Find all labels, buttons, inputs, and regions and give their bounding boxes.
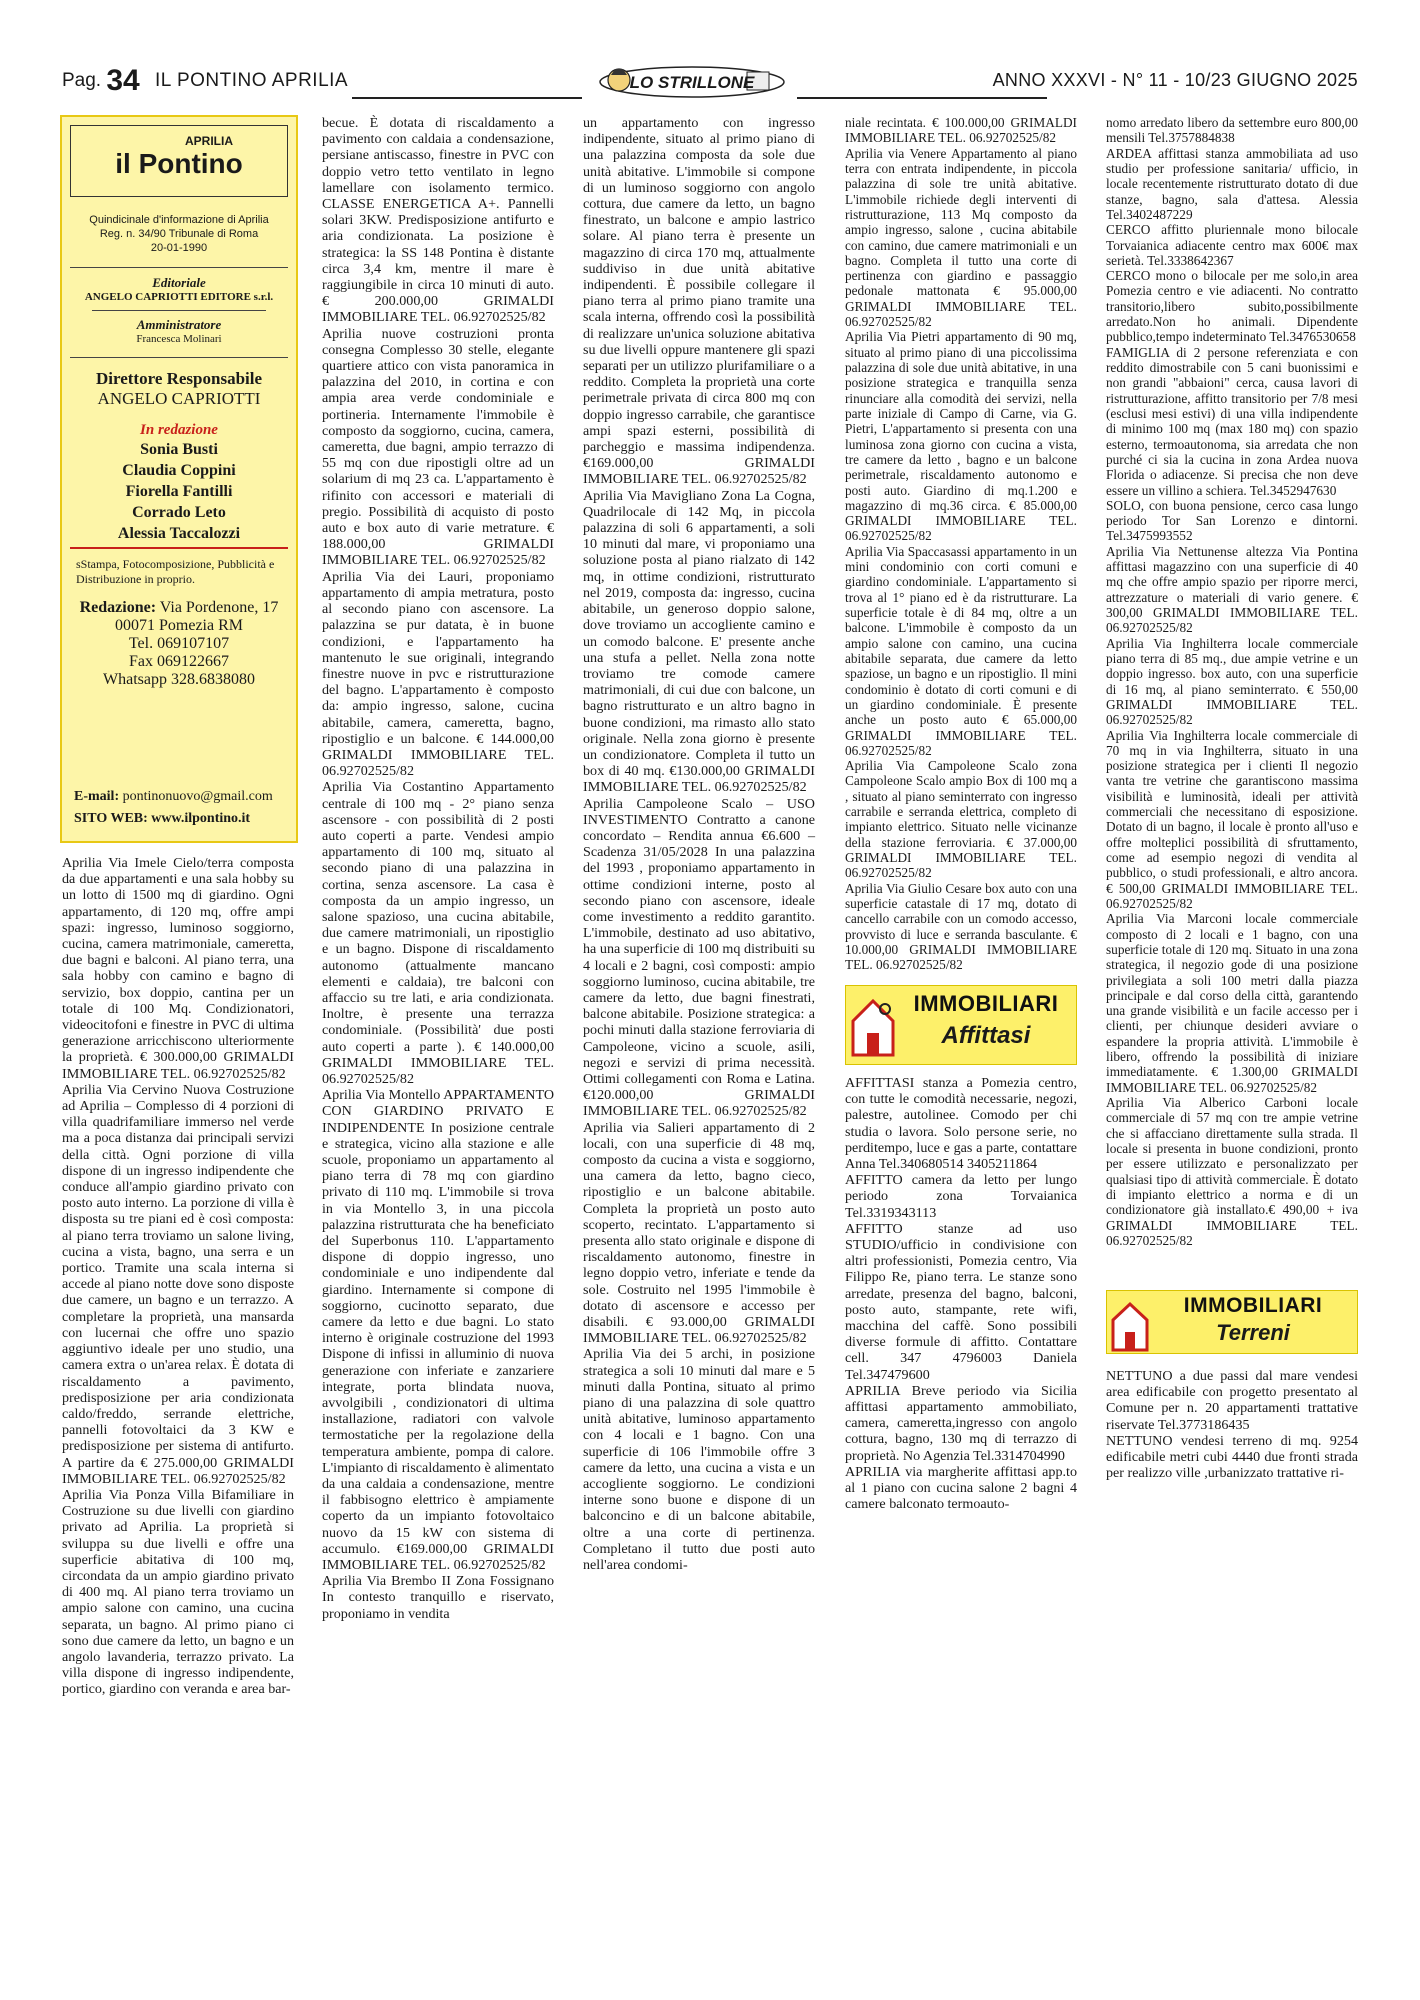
banner-terreni-subtitle: Terreni bbox=[1216, 1320, 1290, 1345]
ad-listing: nomo arredato libero da settembre euro 800,00 mensili Tel.3757884838 bbox=[1106, 115, 1358, 146]
banner-terreni-title: IMMOBILIARI bbox=[1183, 1294, 1323, 1317]
amministratore-block bbox=[62, 317, 296, 345]
ad-listing: APRILIA Breve periodo via Sicilia affittasi appartamento ammobiliato, camera, cameretta,ingresso con angolo cottura, bagno, 130 mq di terrazzo di proprietà. No Agenzia Tel.3314704990 bbox=[845, 1382, 1077, 1464]
ad-listing: ARDEA affittasi stanza ammobiliata ad uso studio per professione sanitaria/ ufficio, in locale recentemente ristrutturato dotato di due stanze, bagno, sala d'attesa. Alessia Tel.3402487229 bbox=[1106, 145, 1358, 222]
whatsapp: Whatsapp 328.6838080 bbox=[103, 671, 255, 688]
tagline-line-2: Reg. n. 34/90 Tribunale di Roma bbox=[99, 228, 259, 240]
ad-listing: SOLO, con buona pensione, cerco casa lungo periodo Tor San Lorenzo e dintorni. Tel.3475993552 bbox=[1106, 497, 1358, 544]
banner-affittasi-title: IMMOBILIARI bbox=[913, 991, 1059, 1016]
masthead-title: il Pontino bbox=[115, 148, 243, 179]
ad-listing: Aprilia Via Mavigliano Zona La Cogna, Quadrilocale di 142 Mq, in piccola palazzina di soli 6 appartamenti, a soli 10 minuti dal mare, vi proponiamo una soluzione posta al piano rialzato di 142 mq, in ottime condizioni, ristrutturato nel 2019, composta da: ingresso, cucina abitabile, un generoso doppio salone, dove troviamo un accogliente camino e un comodo balcone. E' presente anche una stufa a pellet. Nella zona notte troviamo tre comode camere matrimoniali, di cui due con balcone, un bagno ristrutturato e un altro bagno in buone condizioni, ma rimasto allo stato originale. Nella zona giorno è presente un condizionatore. Completa il tutto un box di 40 mq. €130.000,00 GRIMALDI IMMOBILIARE TEL. 06.92702525/82 bbox=[583, 487, 815, 796]
column-4-affittasi bbox=[845, 1075, 1077, 1512]
divider bbox=[70, 267, 288, 268]
header-rule-right bbox=[797, 97, 1047, 99]
banner-affittasi-subtitle: Affittasi bbox=[941, 1022, 1031, 1049]
ad-listing: CERCO affitto pluriennale mono bilocale Torvaianica adiacente centro max 600€ max serietà. Tel.3338642367 bbox=[1106, 222, 1358, 268]
redazione-label: In redazione bbox=[140, 422, 218, 438]
column-2 bbox=[322, 115, 554, 1622]
column-5 bbox=[1106, 115, 1358, 1248]
ad-listing: AFFITTO camera da letto per lungo periodo zona Torvaianica Tel.3319343113 bbox=[845, 1172, 1077, 1221]
ad-listing: Aprilia Via dei 5 archi, in posizione strategica a soli 10 minuti dal mare e 5 minuti dalla Pontina, situato al primo piano di una palazzina di sole quattro unità abitative, luminoso appartamento con 4 locali e 1 bagno. Con una superficie di 106 l'immobile offre 3 camere da letto, una cucina a vista e un accogliente soggiorno. Le condizioni interne sono buone e dispone di un balconcino e di un balcone abitabile, oltre a una corte di pertinenza. Completano il tutto due posti auto nell'area condomi- bbox=[583, 1346, 815, 1574]
ad-listing: AFFITTO stanze ad uso STUDIO/ufficio in condivisione con altri professionisti, Pomezia centro, Via Filippo Re, piano terra. Le stanze sono arredate, presenza del bagno, balconi, posto auto, stampante, rete wifi, macchina del caffè. Sono possibili diverse formule di affitto. Contattare cell. 347 4796003 Daniela Tel.347479600 bbox=[845, 1220, 1077, 1383]
house-key-icon bbox=[849, 991, 897, 1059]
amministratore-name: Francesca Molinari bbox=[136, 333, 222, 345]
email-link[interactable]: pontinonuovo@gmail.com bbox=[122, 789, 273, 804]
column-4 bbox=[845, 115, 1077, 973]
redazione-block bbox=[62, 422, 296, 544]
direttore-label: Direttore Responsabile bbox=[95, 369, 263, 388]
redazione-address-street: Via Pordenone, 17 bbox=[159, 599, 279, 616]
ad-listing: Aprilia Via Imele Cielo/terra composta da due appartamenti e una sala hobby su un lotto di 1500 mq di giardino. Ogni appartamento, di 120 mq, offre ampi spazi: ingresso, luminoso soggiorno, cucina, camera matrimoniale, cameretta, due bagni e balconi. Al piano terra, una sala hobby con camino e bagno di servizio, box doppio, cantina per un totale di 100 Mq. Condizionatori, videocitofoni e finestre in PVC di ultima generazione arricchiscono ulteriormente la proprietà. € 300.000,00 GRIMALDI IMMOBILIARE TEL. 06.92702525/82 bbox=[62, 855, 294, 1082]
ad-listing: AFFITTASI stanza a Pomezia centro, con tutte le comodità necessarie, negozi, palestre, autolinee. Comodo per chi studia o lavora. Solo persone serie, no perditempo, luce e gas a parte, contattare Anna Tel.340680514 3405211864 bbox=[845, 1075, 1077, 1173]
ad-listing: FAMIGLIA di 2 persone referenziata e con reddito dimostrabile con 5 cani buonissimi e non grandi "abbaioni" cerca, causa lavori di ristrutturazione, affitto transitorio per 7/8 mesi (esclusi mesi estivi) di una villa indipendente di minimo 100 mq (max 180 mq) con spazio esterno, termoautonoma, sia arredata che non purché ci sia la cucina in zona Ardea nuova Florida o adiacenze. Si precisa che non deve essere un villino a schiera. Tel.3452947630 bbox=[1106, 344, 1358, 498]
web-label: SITO WEB: bbox=[74, 811, 148, 826]
ad-listing: Aprilia Via Inghilterra locale commerciale piano terra di 85 mq., due ampie vetrine e un doppio ingresso. box auto, con una superficie di 16 mq, al piano seminterrato. € 550,00 GRIMALDI IMMOBILIARE TEL. 06.92702525/82 bbox=[1106, 635, 1358, 728]
ad-listing: Aprilia Via Giulio Cesare box auto con una superficie catastale di 17 mq, dotato di cancello carrabile con un comodo accesso, provvisto di luce e serranda basculante. € 10.000,00 GRIMALDI IMMOBILIARE TEL. 06.92702525/82 bbox=[845, 880, 1077, 973]
ad-listing: un appartamento con ingresso indipendente, situato al primo piano di una palazzina composta da sole due unità abitative. L'immobile si compone di un luminoso soggiorno con angolo cottura, due camere da letto, un bagno finestrato, un balcone e ampio lastrico solare. Al piano terra è presente un magazzino di circa 170 mq, attualmente suddiviso in due unità abitative indipendenti. È possibile collegare il piano terra al primo piano tramite una scala interna, offrendo così la possibilità di realizzare un'unica soluzione abitativa su due livelli oppure mantenere gli spazi separati per un utilizzo plurifamiliare o a reddito. Completa la proprietà una corte perimetrale privata di circa 800 mq con doppio ingresso carrabile, che garantisce ampi spazi esterni, possibilità di parcheggio e massima indipendenza. €169.000,00 GRIMALDI IMMOBILIARE TEL. 06.92702525/82 bbox=[583, 115, 815, 488]
ad-listing: Aprilia via Venere Appartamento al piano terra con entrata indipendente, in piccola palazzina di sole tre unità abitative. L'immobile richiede degli interventi di ristrutturazione, 113 Mq composto da ampio ingresso, salone , cucina abitabile con camino, due camere matrimoniali e un bagno. Completa il tutto una corte di pertinenza con giardino e passaggio pedonale mattonata € 95.000,00 GRIMALDI IMMOBILIARE TEL. 06.92702525/82 bbox=[845, 145, 1077, 330]
masthead-city: APRILIA bbox=[185, 134, 233, 148]
house-icon bbox=[1110, 1296, 1150, 1352]
paper-name: IL PONTINO APRILIA bbox=[155, 70, 349, 91]
web-link[interactable]: www.ilpontino.it bbox=[151, 811, 251, 826]
redazione-address bbox=[62, 599, 296, 689]
masthead-inner bbox=[70, 125, 288, 197]
page-header bbox=[62, 60, 1358, 104]
ad-listing: Aprilia nuove costruzioni pronta consegna Complesso 30 stelle, elegante quartiere attico con vista panoramica in palazzina del 2010, in cortina e con ampia area verde condominiale e portineria. Internamente l'immobile è composto da soggiorno, cucina, camera, cameretta, due bagni, ampio terrazzo di 55 mq con due ripostigli oltre ad un solarium di mq 23 ca. L'appartamento è rifinito con accessori e materiali di pregio. Possibilità di acquisto di posto auto e box auto di varie metrature. € 188.000,00 GRIMALDI IMMOBILIARE TEL. 06.92702525/82 bbox=[322, 325, 554, 569]
column-5-terreni bbox=[1106, 1368, 1358, 1481]
header-rule-left bbox=[352, 97, 582, 99]
page-label-text: Pag. bbox=[62, 70, 102, 91]
ad-listing: NETTUNO vendesi terreno di mq. 9254 edificabile metri cubi 4440 due fronti strada per realizzo ville ,urbanizzato trattative ri- bbox=[1106, 1432, 1358, 1482]
divider bbox=[70, 357, 288, 358]
tagline-line-3: 20-01-1990 bbox=[150, 242, 208, 254]
staff-name: Claudia Coppini bbox=[122, 462, 236, 479]
column-3 bbox=[583, 115, 815, 1573]
ad-listing: Aprilia Via Brembo II Zona Fossignano In contesto tranquillo e riservato, proponiamo in vendita bbox=[322, 1573, 554, 1622]
ad-listing: Aprilia Via Nettunense altezza Via Pontina affittasi magazzino con una superficie di 40 mq che offre ampio spazio per riporre merci, attrezzature o materiali di vario genere. € 300,00 GRIMALDI IMMOBILIARE TEL. 06.92702525/82 bbox=[1106, 543, 1358, 636]
staff-name: Alessia Taccalozzi bbox=[117, 525, 241, 542]
staff-list bbox=[62, 439, 296, 544]
staff-name: Corrado Leto bbox=[132, 504, 226, 521]
lo-strillone-logo bbox=[597, 62, 787, 100]
issue-info: ANNO XXXVI - N° 11 - 10/23 GIUGNO 2025 bbox=[992, 70, 1358, 90]
stampa-text: sStampa, Fotocomposizione, Pubblicità e Distribuzione in proprio. bbox=[76, 557, 275, 586]
editoriale-name: ANGELO CAPRIOTTI EDITORE s.r.l. bbox=[84, 291, 274, 303]
ad-listing: Aprilia via Salieri appartamento di 2 locali, con una superficie di 48 mq, composto da cucina a vista e soggiorno, una camera da letto, bagno cieco, ripostiglio e un balcone abitabile. Completa la proprietà un posto auto scoperto, recintato. L'appartamento si presenta allo stato originale e dispone di riscaldamento autonomo, finestre in legno doppio vetro, inferiate e tende da sole. Costruito nel 1995 l'immobile è dotato di ascensore e accesso per disabili. € 93.000,00 GRIMALDI IMMOBILIARE TEL. 06.92702525/82 bbox=[583, 1119, 815, 1347]
direttore-block bbox=[62, 369, 296, 409]
editoriale-block bbox=[62, 275, 296, 303]
direttore-name: ANGELO CAPRIOTTI bbox=[97, 389, 261, 408]
tel: Tel. 069107107 bbox=[128, 635, 230, 652]
ad-listing: Aprilia Via Montello APPARTAMENTO CON GIARDINO PRIVATO E INDIPENDENTE In posizione centrale e strategica, vicino alla stazione e alle scuole, proponiamo un appartamento al piano terra di 78 mq con giardino privato di 110 mq. L'immobile si trova in via Montello 3, in una piccola palazzina ristrutturata che ha beneficiato del Superbonus 110. L'appartamento dispone di doppio ingresso, uno condominiale e uno indipendente dal giardino. Internamente si compone di soggiorno, cucinotto separato, due camere da letto e due bagni. Lo stato interno è originale costruzione del 1993 Dispone di infissi in alluminio di nuova generazione con inferiate e zanzariere integrate, porta blindata nuova, avvolgibili , condizionatori di ultima installazione, radiatori con valvole termostatiche per la regolazione della temperatura ambiente, pompa di calore. L'impianto di riscaldamento è alimentato da una caldaia a condensazione, mentre il fabbisogno elettrico è ampiamente coperto da un impianto fotovoltaico nuovo da 15 kW con sistema di accumulo. €169.000,00 GRIMALDI IMMOBILIARE TEL. 06.92702525/82 bbox=[322, 1087, 554, 1574]
masthead-box bbox=[60, 115, 298, 843]
cap: 00071 Pomezia RM bbox=[115, 617, 243, 634]
ad-listing: NETTUNO a due passi dal mare vendesi area edificabile con progetto presentato al Comune per n. 20 appartamenti trattative riservate Tel.3773186435 bbox=[1106, 1368, 1358, 1433]
ad-listing: Aprilia Via Pietri appartamento di 90 mq, situato al primo piano di una piccolissima palazzina di sole due unità abitative, in una posizione strategica e tranquilla senza rinunciare alla comodità dei servizi, nella parte iniziale di Campo di Carne, via G. Pietri, L'appartamento si presenta con una luminosa zona giorno con cucina a vista, tre camere da letto , bagno e un balcone perimetrale, riscaldamento autonomo e posti auto. Giardino di mq.1.200 e magazzino di mq.36 circa. € 85.000,00 GRIMALDI IMMOBILIARE TEL. 06.92702525/82 bbox=[845, 329, 1077, 544]
ad-listing: Aprilia Via Alberico Carboni locale commerciale di 57 mq con tre ampie vetrine che si affacciano direttamente sulla strada. Il locale si presenta in buone condizioni, pronto per essere utilizzato e personalizzato per qualsiasi tipo di attività commerciale. È dotato di impianto elettrico a norma e di un condizionatore già installato.€ 490,00 + iva GRIMALDI IMMOBILIARE TEL. 06.92702525/82 bbox=[1106, 1095, 1358, 1248]
ad-listing: Aprilia Via Spaccasassi appartamento in un mini condominio con corti comuni e giardino condominiale. L'appartamento si trova al 1° piano ed è da ristrutturare. La superficie totale è di 84 mq, oltre a un balcone. L'immobile è composto da un ampio salone con camino, una cucina abitabile separata, due camere da letto spaziose, un bagno e un ripostiglio. Il mini condominio è dotato di corti comuni e di un giardino condominiale. È presente anche un posto auto € 65.000,00 GRIMALDI IMMOBILIARE TEL. 06.92702525/82 bbox=[845, 543, 1077, 758]
fax: Fax 069122667 bbox=[129, 653, 229, 670]
ad-listing: Aprilia Via Campoleone Scalo zona Campoleone Scalo ampio Box di 100 mq a , situato al piano seminterrato con ingresso carrabile e serranda elettrica, completo di impianto elettrico. Situato nelle vicinanze della stazione ferroviaria. € 37.000,00 GRIMALDI IMMOBILIARE TEL. 06.92702525/82 bbox=[845, 758, 1077, 881]
editoriale-label: Editoriale bbox=[152, 275, 206, 290]
ad-listing: Aprilia Via Ponza Villa Bifamiliare in Costruzione su due livelli con giardino privato ad Aprilia. La proprietà si sviluppa su due livelli e offre una superficie abitativa di 100 mq, circondata da un ampio giardino privato di 400 mq. Al piano terra troviamo un ampio salone con camino, una cucina separata, un bagno. Al primo piano ci sono due camere da letto, un bagno e un angolo lavanderia, terrazzo privato. La villa dispone di ingresso indipendente, portico, giardino con veranda e area bar- bbox=[62, 1486, 294, 1698]
ad-listing: Aprilia Campoleone Scalo – USO INVESTIMENTO Contratto a canone concordato – Rendita annua €6.600 – Scadenza 31/05/2028 In una palazzina del 1993 , proponiamo appartamento in ottime condizioni interne, posto al secondo piano con ascensore, ideale come investimento a reddito garantito. L'immobile, destinato ad uso abitativo, ha una superficie di 100 mq distribuiti su 4 locali e 2 bagni, così composti: ampio soggiorno luminoso, cucina abitabile, tre camere da letto, due bagni finestrati, balcone abitabile. Posizione strategica: a pochi minuti dalla stazione ferroviaria di Campoleone, vicino a scuole, asili, negozi e servizi di prima necessità. Ottimi collegamenti con Roma e Latina. €120.000,00 GRIMALDI IMMOBILIARE TEL. 06.92702525/82 bbox=[583, 795, 815, 1120]
web-line bbox=[74, 811, 290, 827]
divider bbox=[92, 310, 266, 311]
ad-listing: niale recintata. € 100.000,00 GRIMALDI IMMOBILIARE TEL. 06.92702525/82 bbox=[845, 115, 1077, 146]
ad-listing: CERCO mono o bilocale per me solo,in area Pomezia centro e vie adiacenti. No contratto transitorio,libero subito,possibilmente arredato.Non ho animali. Dipendente pubblico,tempo indeterminato Tel.3476530658 bbox=[1106, 268, 1358, 345]
amministratore-label: Amministratore bbox=[136, 317, 222, 332]
email-label: E-mail: bbox=[74, 789, 120, 804]
ad-listing: Aprilia Via dei Lauri, proponiamo appartamento di ampia metratura, posto al secondo piano con ascensore. La palazzina se pur datata, è in buone condizioni, e l'appartamento ha mantenuto le sue originali, integrando finestre nuove in pvc e ristrutturazione del bagno. L'appartamento è composto da: ampio ingresso, salone, cucina abitabile, camera, cameretta, bagno, ripostiglio e un balcone. € 144.000,00 GRIMALDI IMMOBILIARE TEL. 06.92702525/82 bbox=[322, 568, 554, 780]
masthead-tagline bbox=[62, 213, 296, 255]
email-line bbox=[74, 789, 290, 805]
page-label bbox=[62, 64, 348, 98]
staff-name: Sonia Busti bbox=[140, 441, 218, 458]
tagline-line-1: Quindicinale d'informazione di Aprilia bbox=[89, 214, 269, 226]
ad-listing: Aprilia Via Cervino Nuova Costruzione ad Aprilia – Complesso di 4 porzioni di villa quadrifamiliare immerso nel verde ma a poca distanza dai principali servizi della città. Ogni porzione di villa dispone di un ingresso indipendente che conduce all'ampio giardino privato con posto auto interno. La porzione di villa è disposta su tre piani ed è così composta: al piano terra troviamo un salone living, cucina a vista, bagno, una serra e un portico. Tramite una scala interna si accede al piano notte dove sono disposte due camere, un bagno e un terrazzo. A completare la proprietà, una mansarda con lucernai che offre uno spazio aggiuntivo ideale per uno studio, una camera extra o un'area relax. È dotata di riscaldamento a pavimento, predisposizione per aria condizionata caldo/freddo, serrande elettriche, pannelli fotovoltaici da 3 KW e predisposizione per sistema di antifurto. A partire da € 275.000,00 GRIMALDI IMMOBILIARE TEL. 06.92702525/82 bbox=[62, 1081, 294, 1487]
page-number: 34 bbox=[106, 64, 140, 97]
column-1 bbox=[62, 855, 294, 1698]
ad-listing: Aprilia Via Inghilterra locale commerciale di 70 mq in via Inghilterra, situato in una posizione strategica per i clienti Il negozio vanta tre vetrine che garantiscono massima visibilità e luminosità, ideali per attività commerciali che necessitano di esposizione. Dotato di un bagno, il locale è pronto all'uso e offre molteplici possibilità di sfruttamento, come ad esempio negozi di vendita al pubblico, o studi professionali, e altro ancora. € 500,00 GRIMALDI IMMOBILIARE TEL. 06.92702525/82 bbox=[1106, 727, 1358, 911]
ad-listing: APRILIA via margherite affittasi app.to al 1 piano con cucina salone 2 bagni 4 camere balconato termoauto- bbox=[845, 1463, 1077, 1513]
red-divider bbox=[70, 547, 288, 549]
ad-listing: becue. È dotata di riscaldamento a pavimento con caldaia a condensazione, persiane antiscasso, finestre in PVC con doppio vetro tetto ventilato in legno lamellare con isolamento termico. CLASSE ENERGETICA A+. Pannelli solari 3KW. Predisposizione antifurto e aria condizionata. La posizione è strategica: la SS 148 Pontina è distante circa 3,4 km, mentre il mare è raggiungibile in circa 10 minuti di auto. € 200.000,00 GRIMALDI IMMOBILIARE TEL. 06.92702525/82 bbox=[322, 115, 554, 326]
redazione-address-label: Redazione: bbox=[79, 599, 157, 616]
ad-listing: Aprilia Via Marconi locale commerciale composto di 2 locali e 1 bagno, con una superficie totale di 120 mq. Situato in una zona strategica, il negozio gode di una posizione privilegiata a soli 100 metri dalla piazza principale e dal corso della città, garantendo una grande visibilità e un facile accesso per i clienti, per chiunque desideri avviare o espandere la propria attività. L'immobile è libero, offrendo la possibilità di iniziare immediatamente. € 1.300,00 GRIMALDI IMMOBILIARE TEL. 06.92702525/82 bbox=[1106, 911, 1358, 1095]
ad-listing: Aprilia Via Costantino Appartamento centrale di 100 mq - 2° piano senza ascensore - con possibilità di 2 posti auto coperti a parte. Vendesi ampio appartamento di 100 mq, situato al secondo piano di una palazzina in cortina, senza ascensore. La casa è composta da un ampio ingresso, un salone spazioso, una cucina abitabile, due camere matrimoniali, un ripostiglio e un bagno. Dispone di riscaldamento autonomo (attualmente mancano elementi e caldaia), tre balconi con affaccio su tre lati, e aria condizionata. Inoltre, è presente una terrazza condominiale. (Possibilità' due posti auto coperti a parte ). € 140.000,00 GRIMALDI IMMOBILIARE TEL. 06.92702525/82 bbox=[322, 779, 554, 1087]
staff-name: Fiorella Fantilli bbox=[125, 483, 233, 500]
logo-text: LO STRILLONE bbox=[629, 73, 755, 92]
